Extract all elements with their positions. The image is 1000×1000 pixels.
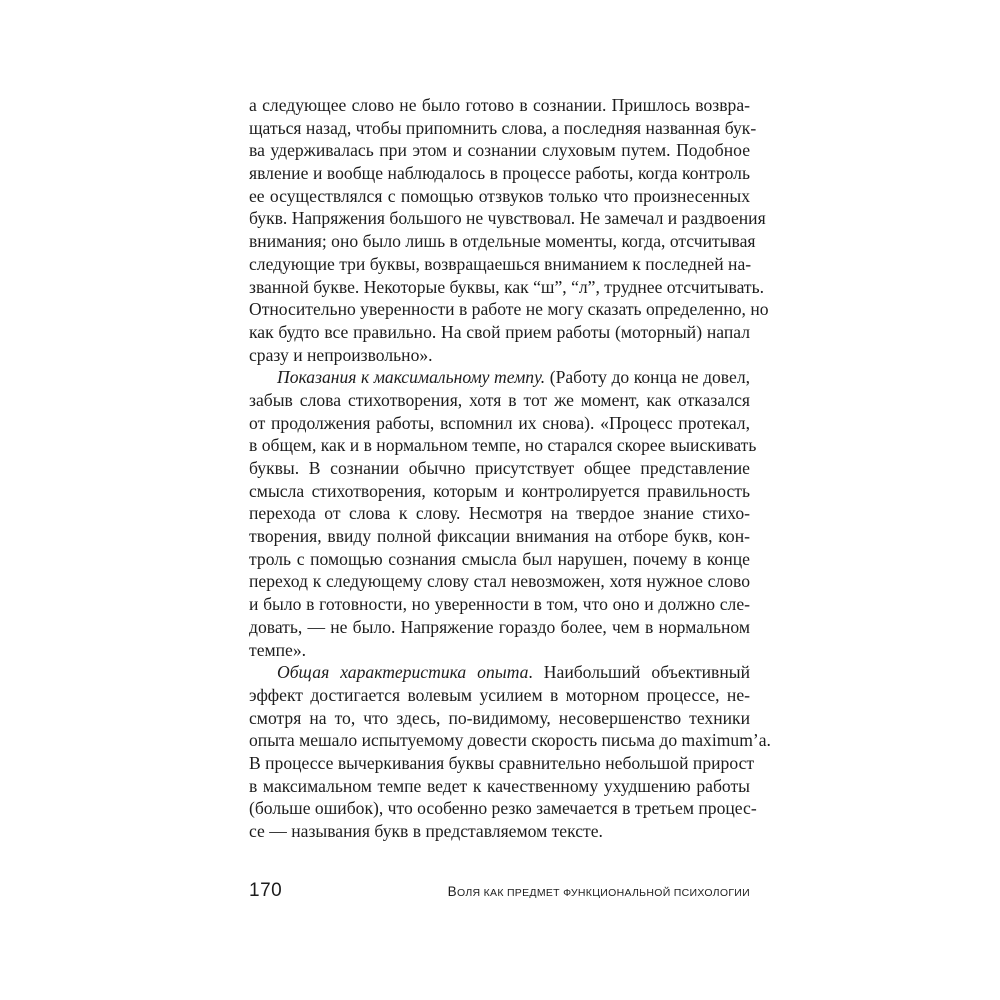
running-title-initial: В (447, 884, 457, 899)
paragraph-start-line (249, 661, 750, 684)
page-footer (249, 880, 750, 904)
running-title (448, 884, 750, 899)
paragraph-start-line (249, 366, 750, 389)
section-heading-italic: Показания к максимальному темпу. (277, 367, 546, 388)
text-line: переход к следующему слову стал невозможен, хотя нужное слово (249, 571, 750, 592)
text-line: троль с помощью сознания смысла был нарушен, почему в конце (249, 548, 750, 569)
text-line: внимания; оно было лишь в отдельные моменты, когда, отсчитывая (249, 231, 756, 252)
text-line: ее осуществлялся с помощью отзвуков только что произнесенных (249, 185, 750, 206)
text-line: в общем, как и в нормальном темпе, но старался скорее выискивать (249, 435, 757, 456)
text-run: (Работу до конца не довел, (545, 367, 751, 388)
text-line: смысла стихотворения, которым и контролируется правильность (249, 480, 750, 501)
text-line: от продолжения работы, вспомнил их снова). «Процесс протекал, (249, 412, 750, 433)
body-text (249, 94, 771, 843)
text-line: перехода от слова к слову. Несмотря на твердое знание стихо- (249, 503, 750, 524)
text-line: опыта мешало испытуемому довести скорость письма до maximum’а. (249, 730, 771, 751)
text-line: следующие три буквы, возвращаешься вниманием к последней на- (249, 253, 752, 274)
text-line: а следующее слово не было готово в сознании. Пришлось возвра- (249, 95, 750, 115)
page-number: 170 (249, 880, 283, 901)
text-line: темпе». (249, 639, 307, 660)
text-line: букв. Напряжения большого не чувствовал. Не замечал и раздвоения (249, 208, 766, 229)
text-line: буквы. В сознании обычно присутствует общее представление (249, 458, 750, 478)
text-line: забыв слова стихотворения, хотя в тот же момент, как отказался (249, 389, 750, 410)
text-line: сразу и непроизвольно». (249, 344, 433, 365)
text-line: и было в готовности, но уверенности в том, что оно и должно сле- (249, 594, 750, 615)
text-line: эффект достигается волевым усилием в моторном процессе, не- (249, 684, 750, 705)
text-line: В процессе вычеркивания буквы сравнительно небольшой прирост (249, 752, 755, 773)
text-run: . Наибольший объективный (528, 662, 751, 683)
text-line: Относительно уверенности в работе не могу сказать определенно, но (249, 299, 769, 320)
text-line: как будто все правильно. На свой прием работы (моторный) напал (249, 321, 750, 342)
text-line: творения, ввиду полной фиксации внимания на отборе букв, кон- (249, 526, 750, 547)
text-line: се — называния букв в представляемом тексте. (249, 821, 603, 841)
text-line: званной букве. Некоторые буквы, как “ш”, “л”, труднее отсчитывать. (249, 276, 765, 297)
text-line: щаться назад, чтобы припомнить слова, а последняя названная бук- (249, 117, 757, 138)
running-title-rest: ОЛЯ КАК ПРЕДМЕТ ФУНКЦИОНАЛЬНОЙ ПСИХОЛОГИИ (456, 887, 750, 899)
text-line: смотря на то, что здесь, по-видимому, несовершенство техники (249, 707, 750, 728)
text-line: явление и вообще наблюдалось в процессе работы, когда контроль (249, 163, 750, 184)
text-line: ва удерживалась при этом и сознании слуховым путем. Подобное (249, 140, 750, 161)
section-heading-italic: Общая характеристика опыта (277, 662, 529, 683)
text-line: в максимальном темпе ведет к качественному ухудшению работы (249, 775, 750, 796)
text-line: довать, — не было. Напряжение гораздо более, чем в нормальном (249, 616, 750, 637)
text-line: (больше ошибок), что особенно резко замечается в третьем процес- (249, 798, 757, 819)
